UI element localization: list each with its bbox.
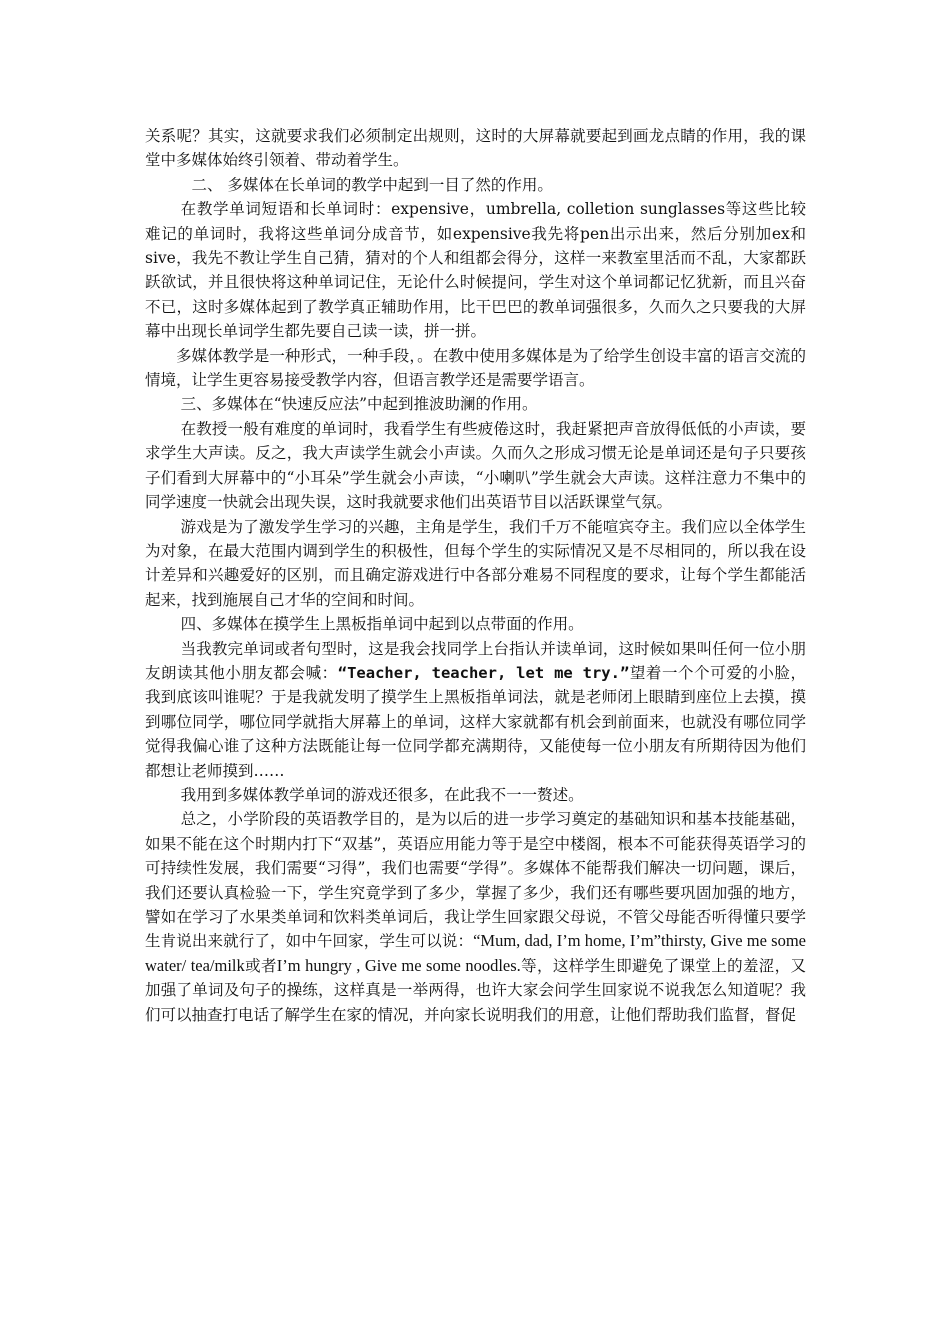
paragraph-touch-student (145, 637, 806, 783)
p7-english2: I’m hungry , Give me some noodles. (276, 955, 521, 975)
paragraph-long-words: 在教学单词短语和长单词时：expensive，umbrella, colletion sunglasses等这些比较难记的单词时，我将这些单词分成音节，如expensive我先将pen出示出来，然后分别加ex和sive，我先不教让学生自己猜，猜对的个人和组都会得分，这样一来教室里活而不乱，大家都跃跃欲试，并且很快将这种单词记住，无论什么时候提问，学生对这个单词都记忆犹新，而且兴奋不已，这时多媒体起到了教学真正辅助作用，比干巴巴的教单词强很多，久而久之只要我的大屏幕中出现长单词学生都先要自己读一读，拼一拼。 (145, 200, 806, 341)
p7-english1: “Mum, dad, I’m home, I’m”thirsty, Give me some water/ tea/milk (145, 931, 806, 975)
document-page (145, 124, 806, 1027)
section-heading-3: 三、多媒体在“快速反应法”中起到推波助澜的作用。 (180, 395, 538, 414)
paragraph-more-games: 我用到多媒体教学单词的游戏还很多，在此我不一一赘述。 (180, 785, 584, 804)
p7-part1: 总之，小学阶段的英语教学目的，是为以后的进一步学习奠定的基础知识和基本技能基础，如果不能在这个时期内打下“双基”，英语应用能力等于是空中楼阁，根本不可能获得英语学习的可持续性发展，我们需要“习得”，我们也需要“学得”。多媒体不能帮我们解决一切问题，课后，我们还要认真检验一下，学生究竟学到了多少，掌握了多少，我们还有哪些要巩固加强的地方，譬如在学习了水果类单词和饮料类单词后，我让学生回家跟父母说，不管父母能否听得懂只要学生肯说出来就行了，如中午回家，学生可以说： (145, 810, 806, 951)
paragraph-conclusion (145, 807, 806, 1027)
p5-after: 望着一个个可爱的小脸，我到底该叫谁呢？于是我就发明了摸学生上黑板指单词法，就是老师闭上眼睛到座位上去摸，摸到哪位同学，哪位同学就指大屏幕上的单词，这样大家就都有机会到前面来，也就没有哪位同学觉得我偏心谁了这种方法既能让每一位同学都充满期待，又能使每一位小朋友有所期待因为他们都想让老师摸到…… (145, 663, 806, 780)
p7-part2: 等，这样学生即避免了课堂上的羞涩，又加强了单词及句子的操练，这样真是一举两得，也许大家会问学生回家说不说我怎么知道呢？我们可以抽查打电话了解学生在家的情况，并向家长说明我们的用意，让他们帮助我们监督，督促 (145, 956, 806, 1024)
paragraph-intro: 关系呢？其实，这就要求我们必须制定出规则，这时的大屏幕就要起到画龙点睛的作用，我的课堂中多媒体始终引领着、带动着学生。 (145, 127, 806, 170)
paragraph-quick-response: 在教授一般有难度的单词时，我看学生有些疲倦这时，我赶紧把声音放得低低的小声读，要求学生大声读。反之，我大声读学生就会小声读。久而久之形成习惯无论是单词还是句子只要孩子们看到大屏幕中的“小耳朵”学生就会小声读，“小喇叭”学生就会大声读。这样注意力不集中的同学速度一快就会出现失误，这时我就要求他们出英语节目以活跃课堂气氛。 (145, 419, 806, 512)
p5-before: 当我教完单词或者句型时，这是我会找同学上台指认并读单词，这时候如果叫任何一位小朋友朗读其他小朋友都会喊： (145, 639, 806, 682)
section-heading-2: 二、 多媒体在长单词的教学中起到一目了然的作用。 (191, 175, 553, 194)
paragraph-games: 游戏是为了激发学生学习的兴趣，主角是学生，我们千万不能喧宾夺主。我们应以全体学生为对象，在最大范围内调到学生的积极性，但每个学生的实际情况又是不尽相同的，所以我在设计差异和兴趣爱好的区别，而且确定游戏进行中各部分难易不同程度的要求，让每个学生都能活起来，找到施展自己才华的空间和时间。 (145, 517, 806, 609)
paragraph-multimedia-form: 多媒体教学是一种形式，一种手段，。在教中使用多媒体是为了给学生创设丰富的语言交流的情境，让学生更容易接受教学内容，但语言教学还是需要学语言。 (145, 346, 806, 390)
section-heading-4: 四、多媒体在摸学生上黑板指单词中起到以点带面的作用。 (180, 615, 584, 634)
p7-mid: 或者 (244, 956, 277, 975)
p5-quote: “Teacher, teacher, let me try.” (337, 663, 630, 682)
